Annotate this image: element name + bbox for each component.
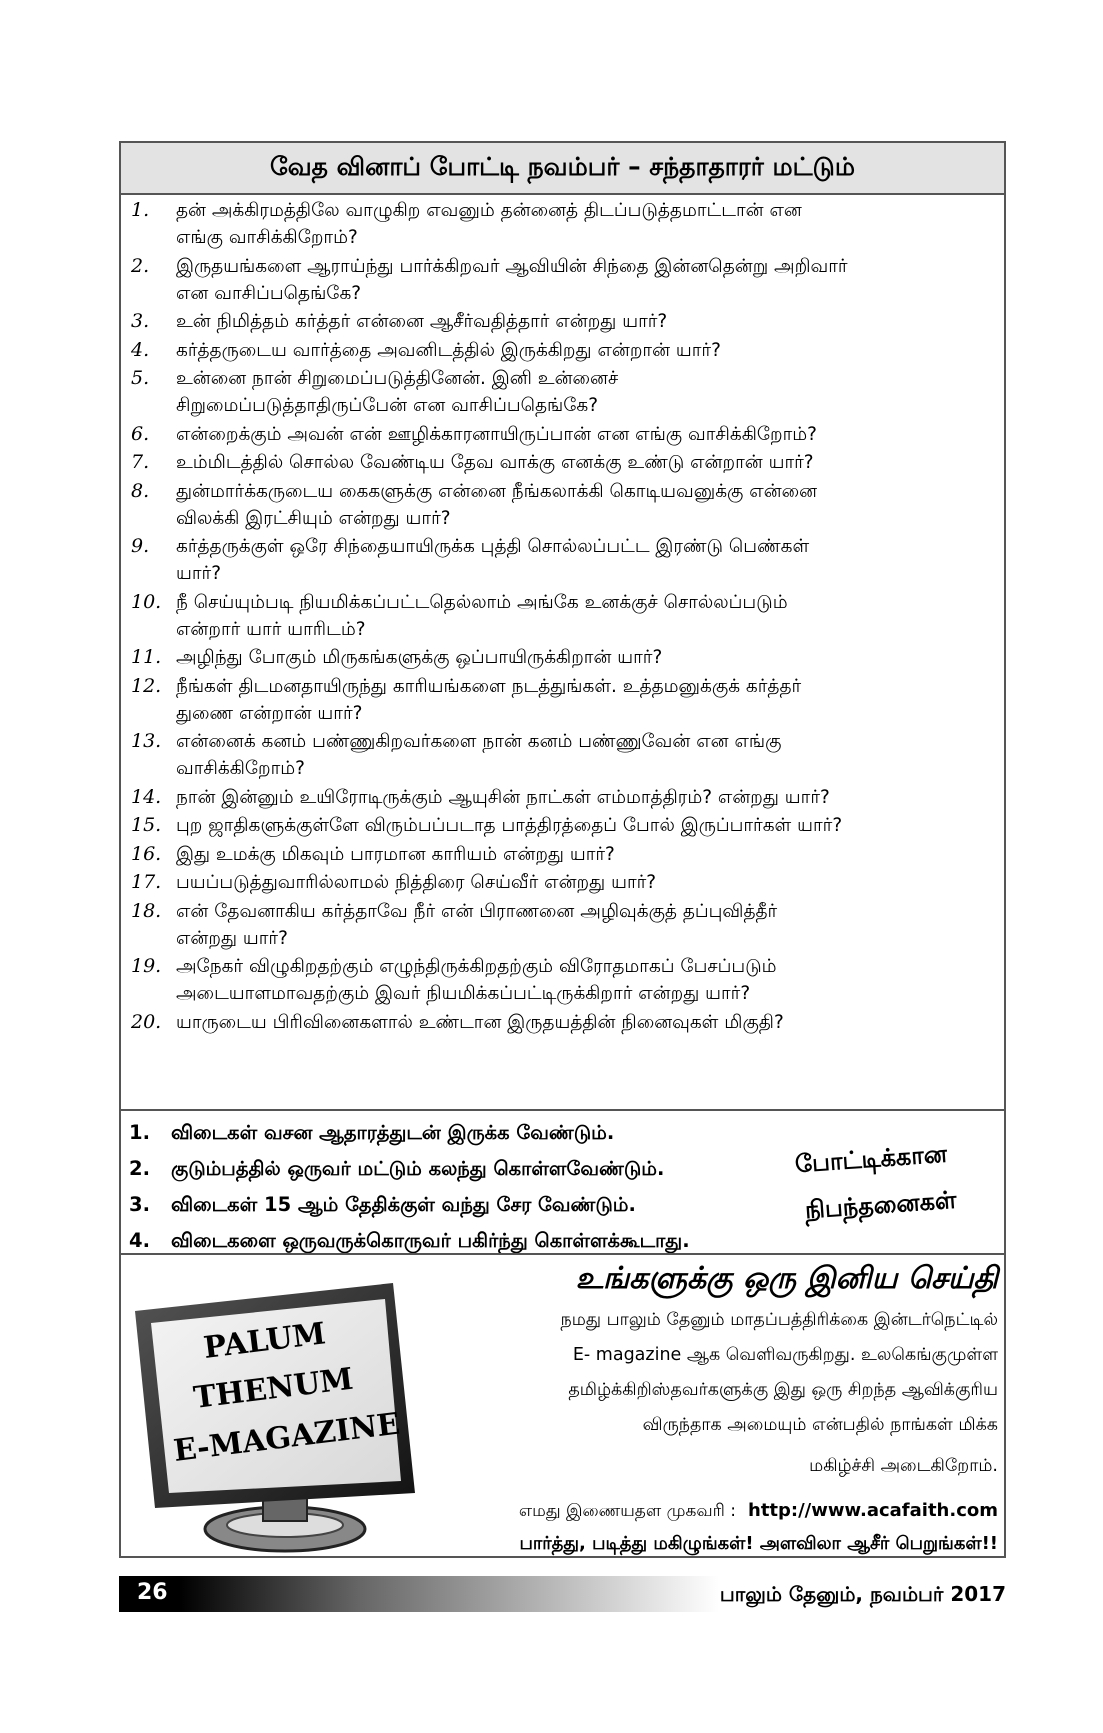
- rule-number: 2.: [129, 1157, 150, 1180]
- question-text: [176, 869, 996, 896]
- promo-line: E- magazine ஆக வெளிவருகிறது. உலகெங்குமுள்ள: [572, 1345, 998, 1365]
- question-text: [176, 253, 996, 307]
- question-item: [131, 869, 996, 896]
- rule-item: [129, 1121, 614, 1147]
- question-number: 1.: [131, 199, 150, 221]
- rule-number: 4.: [129, 1229, 150, 1252]
- question-text: [176, 898, 996, 952]
- question-text: [176, 533, 996, 587]
- question-number: 10.: [131, 590, 162, 613]
- promo-address: [519, 1500, 998, 1523]
- question-line: நீங்கள் திடமனதாயிருந்து காரியங்களை நடத்துங்கள். உத்தமனுக்குக் கர்த்தர்: [176, 675, 802, 697]
- rule-text: குடும்பத்தில் ஒருவர் மட்டும் கலந்து கொள்ளவேண்டும்.: [171, 1157, 665, 1180]
- question-number: 19.: [131, 955, 162, 977]
- question-item: [131, 253, 996, 307]
- question-number: 8.: [131, 479, 150, 502]
- question-number: 6.: [131, 422, 150, 445]
- promo-line: மகிழ்ச்சி அடைகிறோம்.: [809, 1456, 998, 1476]
- rules-stamp-line2: நிபந்தனைகள்: [804, 1185, 958, 1225]
- question-number: 15.: [131, 814, 162, 836]
- question-text: [176, 953, 996, 1007]
- question-line: என்றது யார்?: [176, 927, 288, 949]
- question-line: எங்கு வாசிக்கிறோம்?: [176, 227, 358, 248]
- question-item: [131, 1009, 996, 1036]
- question-item: [131, 841, 996, 868]
- question-number: 4.: [131, 338, 150, 361]
- question-text: [176, 449, 996, 476]
- monitor-text-line1: PALUM: [201, 1316, 328, 1366]
- question-line: உன் நிமித்தம் கர்த்தர் என்னை ஆசீர்வதித்தார் என்றது யார்?: [176, 311, 668, 332]
- question-item: [131, 337, 996, 364]
- question-text: [176, 784, 996, 811]
- question-line: யாருடைய பிரிவினைகளால் உண்டான இருதயத்தின் நினைவுகள் மிகுதி?: [176, 1011, 784, 1033]
- promo-body: [438, 1303, 998, 1484]
- question-number: 16.: [131, 842, 162, 865]
- question-line: துணை என்றான் யார்?: [176, 702, 363, 724]
- rule-item: [129, 1193, 636, 1219]
- question-line: நீ செய்யும்படி நியமிக்கப்பட்டதெல்லாம் அங்கே உனக்குச் சொல்லப்படும்: [176, 591, 788, 613]
- address-label: எமது இணையதள முகவரி :: [518, 1501, 736, 1521]
- question-text: [176, 337, 996, 364]
- question-line: நான் இன்னும் உயிரோடிருக்கும் ஆயுசின் நாட்கள் எம்மாத்திரம்? என்றது யார்?: [176, 786, 830, 808]
- question-item: [131, 421, 996, 448]
- question-number: 14.: [131, 785, 162, 808]
- question-number: 5.: [131, 367, 150, 389]
- question-number: 11.: [131, 646, 162, 668]
- question-line: விலக்கி இரட்சியும் என்றது யார்?: [176, 507, 451, 529]
- rule-text: விடைகள் வசன ஆதாரத்துடன் இருக்க வேண்டும்.: [171, 1121, 615, 1144]
- question-line: என் தேவனாகிய கர்த்தாவே நீர் என் பிராணனை அழிவுக்குத் தப்புவித்தீர்: [176, 900, 778, 922]
- promo-section: [121, 1253, 1004, 1558]
- question-line: அடையாளமாவதற்கும் இவர் நியமிக்கப்பட்டிருக்கிறார் என்றது யார்?: [176, 983, 751, 1004]
- question-line: யார்?: [176, 563, 222, 584]
- question-number: 3.: [131, 310, 150, 332]
- question-line: சிறுமைப்படுத்தாதிருப்பேன் என வாசிப்பதெங்கே?: [176, 395, 599, 416]
- promo-footer: பார்த்து, படித்து மகிழுங்கள்! அளவிலா ஆசீர் பெறுங்கள்!!: [519, 1533, 998, 1554]
- question-item: [131, 365, 996, 419]
- question-text: [176, 197, 996, 251]
- rules-stamp-line1: போட்டிக்கான: [794, 1139, 948, 1179]
- question-line: உம்மிடத்தில் சொல்ல வேண்டிய தேவ வாக்கு எனக்கு உண்டு என்றான் யார்?: [176, 452, 814, 473]
- question-item: [131, 449, 996, 476]
- quiz-title: வேத வினாப் போட்டி நவம்பர் – சந்தாதாரர் மட்டும்: [121, 143, 1004, 195]
- monitor-text-line2: THENUM: [191, 1361, 356, 1416]
- question-item: [131, 784, 996, 811]
- question-number: 2.: [131, 254, 150, 277]
- question-line: அநேகர் விழுகிறதற்கும் எழுந்திருக்கிறதற்கும் விரோதமாகப் பேசப்படும்: [176, 956, 777, 977]
- question-text: [176, 421, 996, 448]
- question-number: 13.: [131, 730, 162, 752]
- question-text: [176, 644, 996, 671]
- question-line: என வாசிப்பதெங்கே?: [176, 282, 362, 304]
- monitor-text-line3: E-MAGAZINE: [171, 1406, 402, 1469]
- question-line: கர்த்தருடைய வார்த்தை அவனிடத்தில் இருக்கிறது என்றான் யார்?: [176, 339, 721, 361]
- question-text: [176, 728, 996, 782]
- rule-text: விடைகள் 15 ஆம் தேதிக்குள் வந்து சேர வேண்டும்.: [171, 1193, 636, 1216]
- question-item: [131, 673, 996, 727]
- question-text: [176, 478, 996, 532]
- rule-number: 3.: [129, 1193, 150, 1216]
- question-item: [131, 953, 996, 1007]
- question-line: அழிந்து போகும் மிருகங்களுக்கு ஒப்பாயிருக்கிறான் யார்?: [176, 647, 663, 668]
- question-line: இது உமக்கு மிகவும் பாரமான காரியம் என்றது யார்?: [176, 843, 615, 865]
- question-item: [131, 589, 996, 643]
- promo-title: உங்களுக்கு ஒரு இனிய செய்தி: [575, 1261, 998, 1296]
- question-text: [176, 365, 996, 419]
- promo-line: தமிழ்க்கிறிஸ்தவர்களுக்கு இது ஒரு சிறந்த ஆவிக்குரிய: [568, 1380, 998, 1400]
- promo-line: விருந்தாக அமையும் என்பதில் நாங்கள் மிக்க: [642, 1415, 998, 1435]
- question-item: [131, 533, 996, 587]
- question-number: 18.: [131, 899, 162, 922]
- question-text: [176, 673, 996, 727]
- question-number: 7.: [131, 451, 150, 473]
- monitor-illustration: [135, 1283, 425, 1558]
- rule-item: [129, 1157, 664, 1183]
- footer-text: பாலும் தேனும், நவம்பர் 2017: [719, 1582, 1006, 1606]
- question-item: [131, 308, 996, 335]
- rule-text: விடைகளை ஒருவருக்கொருவர் பகிர்ந்து கொள்ளக்கூடாது.: [171, 1229, 690, 1252]
- question-number: 20.: [131, 1010, 162, 1033]
- question-item: [131, 728, 996, 782]
- question-line: இருதயங்களை ஆராய்ந்து பார்க்கிறவர் ஆவியின் சிந்தை இன்னதென்று அறிவார்: [176, 255, 848, 277]
- question-item: [131, 898, 996, 952]
- quiz-frame: [119, 141, 1006, 1558]
- question-text: [176, 308, 996, 335]
- question-number: 12.: [131, 674, 162, 697]
- question-number: 17.: [131, 871, 162, 893]
- address-url[interactable]: http://www.acafaith.com: [748, 1500, 998, 1521]
- question-item: [131, 478, 996, 532]
- question-item: [131, 644, 996, 671]
- question-text: [176, 1009, 996, 1036]
- rule-item: [129, 1229, 690, 1255]
- footer-gradient-bar: [119, 1576, 719, 1612]
- page-number: 26: [137, 1580, 168, 1605]
- question-item: [131, 197, 996, 251]
- question-number: 9.: [131, 535, 150, 557]
- question-line: என்றைக்கும் அவன் என் ஊழிக்காரனாயிருப்பான் என எங்கு வாசிக்கிறோம்?: [176, 423, 817, 445]
- question-text: [176, 589, 996, 643]
- rule-number: 1.: [129, 1121, 150, 1144]
- question-line: தன் அக்கிரமத்திலே வாழுகிற எவனும் தன்னைத் திடப்படுத்தமாட்டான் என: [176, 200, 802, 221]
- promo-line: நமது பாலும் தேனும் மாதப்பத்திரிக்கை இன்டர்நெட்டில்: [560, 1310, 998, 1330]
- question-line: உன்னை நான் சிறுமைப்படுத்தினேன். இனி உன்னைச்: [176, 368, 619, 389]
- question-line: கர்த்தருக்குள் ஒரே சிந்தையாயிருக்க புத்தி சொல்லப்பட்ட இரண்டு பெண்கள்: [176, 536, 810, 557]
- question-line: என்னைக் கனம் பண்ணுகிறவர்களை நான் கனம் பண்ணுவேன் என எங்கு: [176, 731, 782, 752]
- question-line: புற ஜாதிகளுக்குள்ளே விரும்பப்படாத பாத்திரத்தைப் போல் இருப்பார்கள் யார்?: [176, 815, 843, 836]
- question-text: [176, 841, 996, 868]
- question-text: [176, 812, 996, 839]
- question-line: என்றார் யார் யாரிடம்?: [176, 618, 366, 640]
- question-list: [121, 195, 1004, 1107]
- question-line: பயப்படுத்துவாரில்லாமல் நித்திரை செய்வீர் என்றது யார்?: [176, 872, 657, 893]
- page-footer: [119, 1576, 1006, 1612]
- question-line: வாசிக்கிறோம்?: [176, 758, 305, 779]
- question-item: [131, 812, 996, 839]
- question-line: துன்மார்க்கருடைய கைகளுக்கு என்னை நீங்கலாக்கி கொடியவனுக்கு என்னை: [176, 480, 818, 502]
